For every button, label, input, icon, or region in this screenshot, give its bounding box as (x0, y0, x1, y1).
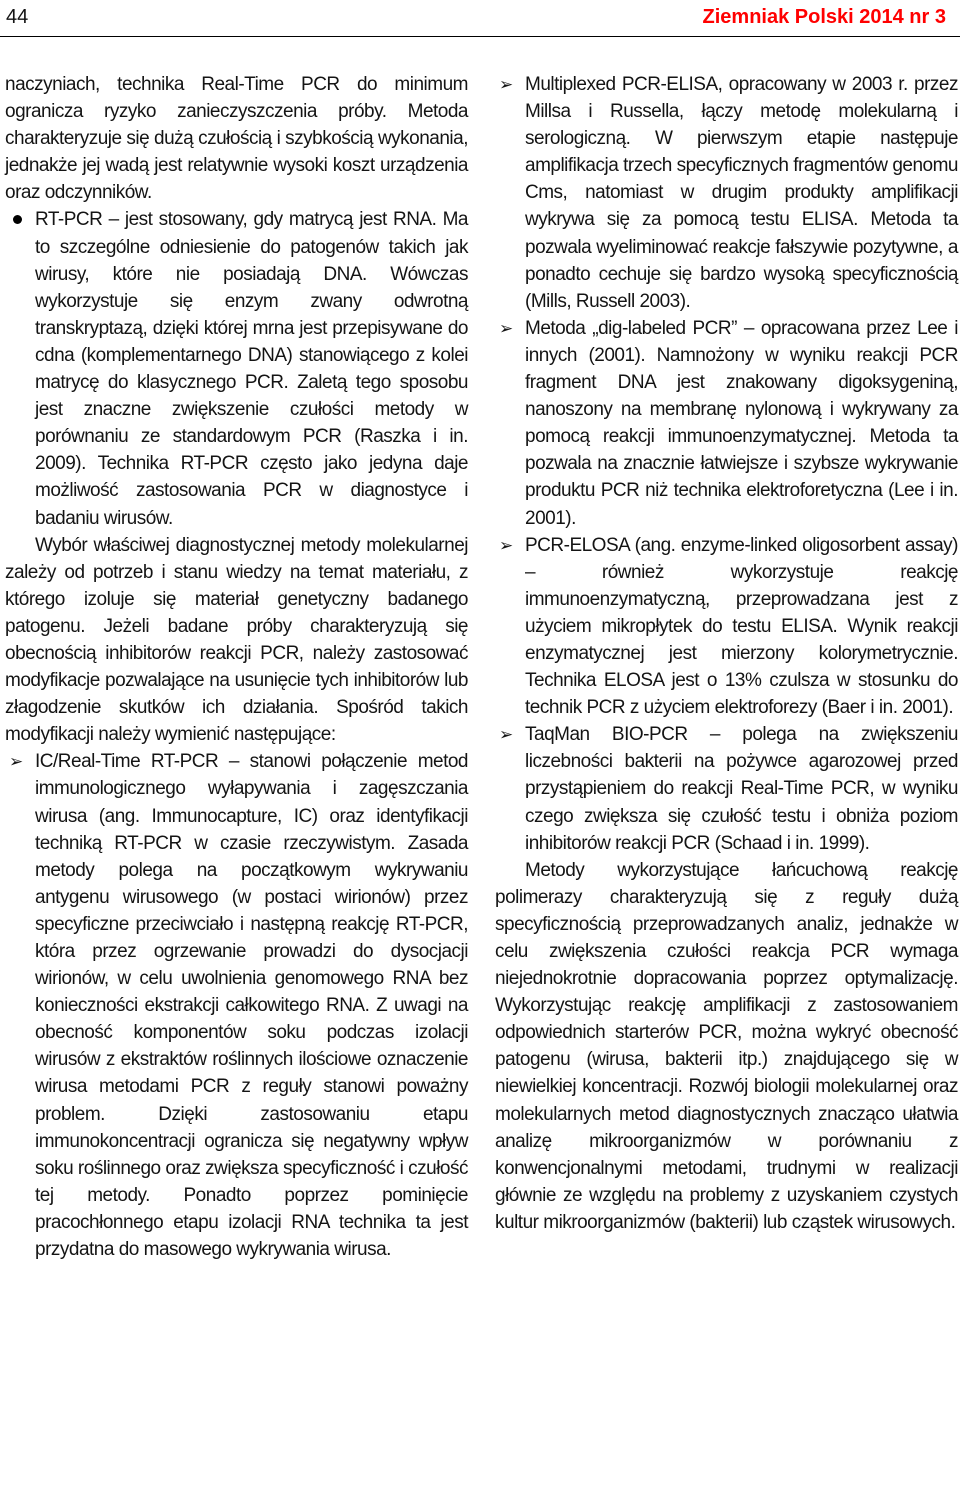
bullet-taqman (495, 721, 958, 856)
bullet-pcr-elosa-text: PCR-ELOSA (ang. enzyme-linked oligosorbent assay) – również wykorzystuje reakcję immunoenzymatyczną, przeprowadzana jest z użyciem mikropłytek do testu ELISA. Wynik reakcji enzymatycznej jest mierzony kolorymetrycznie. Technika ELOSA jest o 13% czulsza w stosunku do technik PCR z użyciem elektroforezy (Baer i in. 2001). (525, 534, 958, 719)
page-number: 44 (6, 6, 29, 28)
bullet-pcr-elisa-text: Multiplexed PCR-ELISA, opracowany w 2003 r. przez Millsa i Russella, łączy metodę molekularną i serologiczną. W pierwszym etapie następuje amplifikacja trzech specyficznych fragmentów genomu Cms, natomiast w drugim produkty amplifikacji wykrywa się za pomocą testu ELISA. Metoda ta pozwala wyeliminować reakcje fałszywie pozytywne, a ponadto cechuje się bardzo wysoką specyficznością (Mills, Russell 2003). (525, 74, 958, 312)
bullet-pcr-elisa (495, 71, 958, 315)
paragraph-conclusion: Metody wykorzystujące łańcuchową reakcję polimerazy charakteryzują się z reguły dużą specyficznością przeprowadzanych analiz, jednakże w celu zwiększenia czułości reakcja PCR wymaga niejednokrotnie dopracowania poprzez optymalizację. Wykorzystując reakcję amplifikacji z zastosowaniem odpowiednich starterów PCR, można wykryć obecność patogenu (wirusa, bakterii itp.) znajdującego się w niewielkiej koncentracji. Rozwój biologii molekularnej oraz molekularnych metod diagnostycznych znacząco ułatwia analizę mikroorganizmów w porównaniu z konwencjonalnymi metodami, trudnymi w realizacji głównie ze względu na problemy z uzyskaniem czystych kultur mikroorganizmów (bakterii) lub cząstek wirusowych. (495, 859, 958, 1233)
bullet-taqman-text: TaqMan BIO-PCR – polega na zwiększeniu liczebności bakterii na pożywce agarozowej przed przystąpieniem do reakcji Real-Time PCR, w wyniku czego zwiększa się czułość testu i obniża poziom inhibitorów reakcji PCR (Schaad i in. 1999). (525, 724, 958, 854)
arrow-bullet-icon: ➢ (499, 318, 513, 338)
header-rule (0, 36, 960, 37)
arrow-bullet-icon: ➢ (499, 725, 513, 745)
bullet-rt-pcr (5, 206, 468, 531)
running-title: Ziemniak Polski 2014 nr 3 (702, 6, 946, 28)
bullet-ic-rt-pcr-text: IC/Real-Time RT-PCR – stanowi połączenie metod immunologicznego wyłapywania i zagęszczania wirusa (ang. Immunocapture, IC) oraz identyfikacji techniką RT-PCR w czasie rzeczywistym. Zasada metody polega na początkowym wykrywaniu antygenu wirusowego (w postaci wirionów) przez specyficzne przeciwciało i następną reakcję RT-PCR, która przez ogrzewanie prowadzi do dysocjacji wirionów, w celu uwolnienia genomowego RNA bez konieczności ekstrakcji całkowitego RNA. Z uwagi na obecność komponentów soku podczas izolacji wirusów z ekstraktów roślinnych ilościowe oznaczenie wirusa metodami PCR z reguły stanowi poważny problem. Dzięki zastosowaniu etapu immunokoncentracji ogranicza się negatywny wpływ soku roślinnego oraz zwiększa specyficzność i czułość tej metody. Ponadto poprzez pominięcie pracochłonnego etapu izolacji RNA technika ta jest przydatna do masowego wykrywania wirusa. (35, 751, 468, 1261)
bullet-dot-icon (13, 215, 22, 224)
bullet-ic-rt-pcr (5, 748, 468, 1263)
arrow-bullet-icon: ➢ (499, 75, 513, 94)
bullet-dig-pcr-text: Metoda „dig-labeled PCR” – opracowana przez Lee i innych (2001). Namnożony w wyniku reakcji PCR fragment DNA jest znakowany digoksygeniną, nanoszony na membranę nylonową i wykrywany za pomocą reakcji immunoenzymatycznej. Metoda ta pozwala na znacznie łatwiejsze i szybsze wykrywanie produktu PCR niż technika elektroforetyczna (Lee i in. 2001). (525, 317, 958, 529)
paragraph-method-choice: Wybór właściwej diagnostycznej metody molekularnej zależy od potrzeb i stanu wiedzy na temat materiału, z którego izoluje się materiał genetyczny badanego patogenu. Jeżeli badane próby charakteryzują się obecnością inhibitorów reakcji PCR, należy zastosować modyfikacje pozwalające na usunięcie tych inhibitorów lub złagodzenie skutków ich działania. Spośród takich modyfikacji należy wymienić następujące: (5, 534, 468, 746)
arrow-bullet-icon: ➢ (9, 752, 23, 772)
page-header (0, 0, 960, 40)
left-column (5, 71, 468, 1263)
bullet-rt-pcr-text: RT-PCR – jest stosowany, gdy matrycą jest RNA. Ma to szczególne odniesienie do patogenów takich jak wirusy, które nie posiadają DNA. Wówczas wykorzystuje się enzym zwany odwrotną transkryptazą, dzięki której mrna jest przepisywane do cdna (komplementarnego DNA) stanowiącego z kolei matrycę do klasycznego PCR. Zaletą tego sposobu jest znaczne zwiększenie czułości metody w porównaniu ze standardowym PCR (Raszka i in. 2009). Technika RT-PCR często jako jedyna daje możliwość zastosowania PCR w diagnostyce i badaniu wirusów. (35, 209, 468, 529)
right-column (495, 71, 958, 1236)
bullet-dig-pcr (495, 315, 958, 532)
bullet-pcr-elosa (495, 532, 958, 722)
arrow-bullet-icon: ➢ (499, 535, 513, 555)
paragraph-realtime-pcr: naczyniach, technika Real-Time PCR do minimum ogranicza ryzyko zanieczyszczenia próby. Metoda charakteryzuje się dużą czułością i szybkością wykonania, jednakże jej wadą jest relatywnie wysoki koszt urządzenia oraz odczynników. (5, 74, 468, 204)
